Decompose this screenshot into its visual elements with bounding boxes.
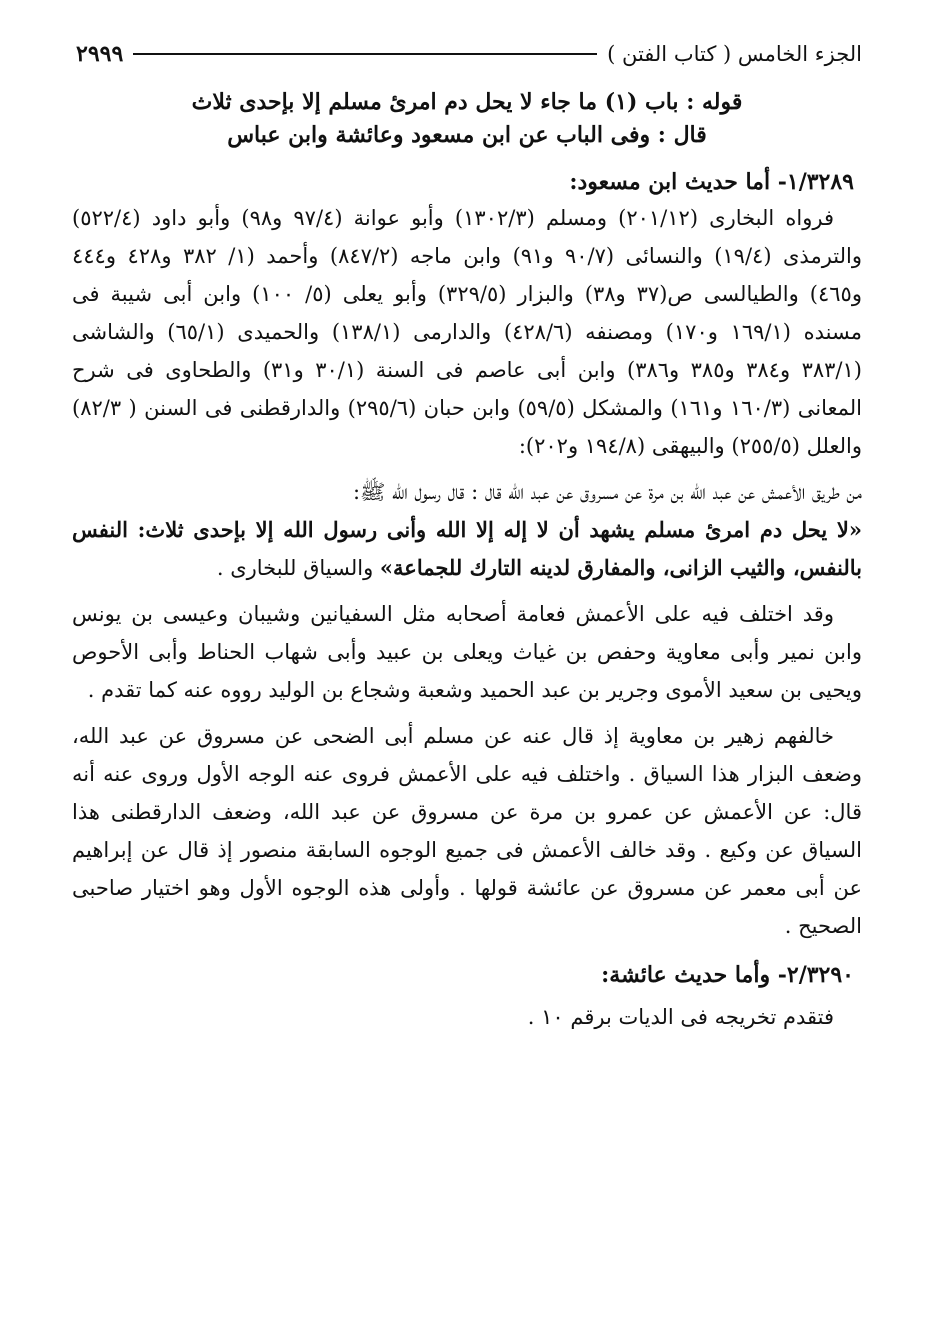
- references-paragraph: فرواه البخارى (٢٠١/١٢) ومسلم (١٣٠٢/٣) وأبو عوانة (٩٧/٤ و٩٨) وأبو داود (٥٢٢/٤) والترمذى (١٩/٤) والنسائى (٩٠/٧ و٩١) وابن ماجه (٨٤٧/٢) وأحمد (١/ ٣٨٢ و٤٢٨ و٤٤٤ و٤٦٥) والطيالسى ص(٣٧ و٣٨) والبزار (٣٢٩/٥) وأبو يعلى (٥/ ١٠٠) وابن أبى شيبة فى مسنده (١٦٩/١ و١٧٠) ومصنفه (٤٢٨/٦) والدارمى (١٣٨/١) والحميدى (٦٥/١) والشاشى (٣٨٣/١ و٣٨٤ و٣٨٥ و٣٨٦) وابن أبى عاصم فى السنة (٣٠/١ و٣١) والطحاوى فى شرح المعانى (١٦٠/٣ و١٦١) والمشكل (٥٩/٥) وابن حبان (٢٩٥/٦) والدارقطنى فى السنن ( ٨٢/٣) والعلل (٢٥٥/٥) والبيهقى (١٩٤/٨ و٢٠٢):: [72, 206, 862, 458]
- section-title-ibn-masud: ١/٣٢٨٩- أما حديث ابن مسعود:: [569, 169, 854, 195]
- hadith-text: [72, 511, 862, 587]
- isnad-line: من طريق الأعمش عن عبد الله بن مرة عن مسروق عن عبد الله قال : قال رسول الله ﷺ:: [352, 480, 862, 504]
- discussion-paragraph-1: وقد اختلف فيه على الأعمش فعامة أصحابه مثل السفيانين وشيبان وعيسى بن يونس وابن نمير وأبى معاوية وحفص بن غياث ويعلى بن عبيد وأبى شهاب الحناط وأبى الأحوص ويحيى بن سعيد الأموى وجرير بن عبد الحميد وشعبة وشجاع بن الوليد رووه عنه كما تقدم .: [72, 602, 862, 702]
- header-rule: [133, 53, 597, 55]
- spacer: [72, 587, 862, 595]
- section-title-aisha: ٢/٣٢٩٠- وأما حديث عائشة:: [601, 962, 854, 988]
- running-header: [72, 34, 862, 74]
- running-header-title: الجزء الخامس ( كتاب الفتن ): [607, 42, 862, 66]
- page-number: ٢٩٩٩: [76, 41, 124, 67]
- chapter-subheading: قال : وفى الباب عن ابن مسعود وعائشة وابن عباس: [227, 122, 707, 148]
- discussion-paragraph-2: خالفهم زهير بن معاوية إذ قال عنه عن مسلم أبى الضحى عن مسروق عن عبد الله، وضعف البزار هذا السياق . واختلف فيه على الأعمش فروى عنه الوجه الأول وروى عنه أنه قال: عن الأعمش عن عمرو بن مرة عن مسروق عن عبد الله، وضعف الدارقطنى هذا السياق عن وكيع . وقد خالف الأعمش فى جميع الوجوه السابقة منصور إذ قال عن إبراهيم عن أبى معمر عن مسروق عن عائشة قولها . وأولى هذه الوجوه الأول وهو اختيار صاحبى الصحيح .: [72, 724, 862, 938]
- hadith-attribution: والسياق للبخارى .: [216, 556, 380, 580]
- document-page: [72, 34, 862, 1036]
- spacer: [72, 709, 862, 717]
- hadith-quote: «لا يحل دم امرئ مسلم يشهد أن لا إله إلا الله وأنى رسول الله إلا بإحدى ثلاث: النفس بالنفس، والثيب الزانى، والمفارق لدينه التارك للجماعة»: [72, 517, 862, 580]
- chapter-heading: قوله : باب (١) ما جاء لا يحل دم امرئ مسلم إلا بإحدى ثلاث: [191, 89, 743, 115]
- spacer: [72, 465, 862, 473]
- aisha-paragraph: فتقدم تخريجه فى الديات برقم ١٠ .: [527, 1005, 834, 1029]
